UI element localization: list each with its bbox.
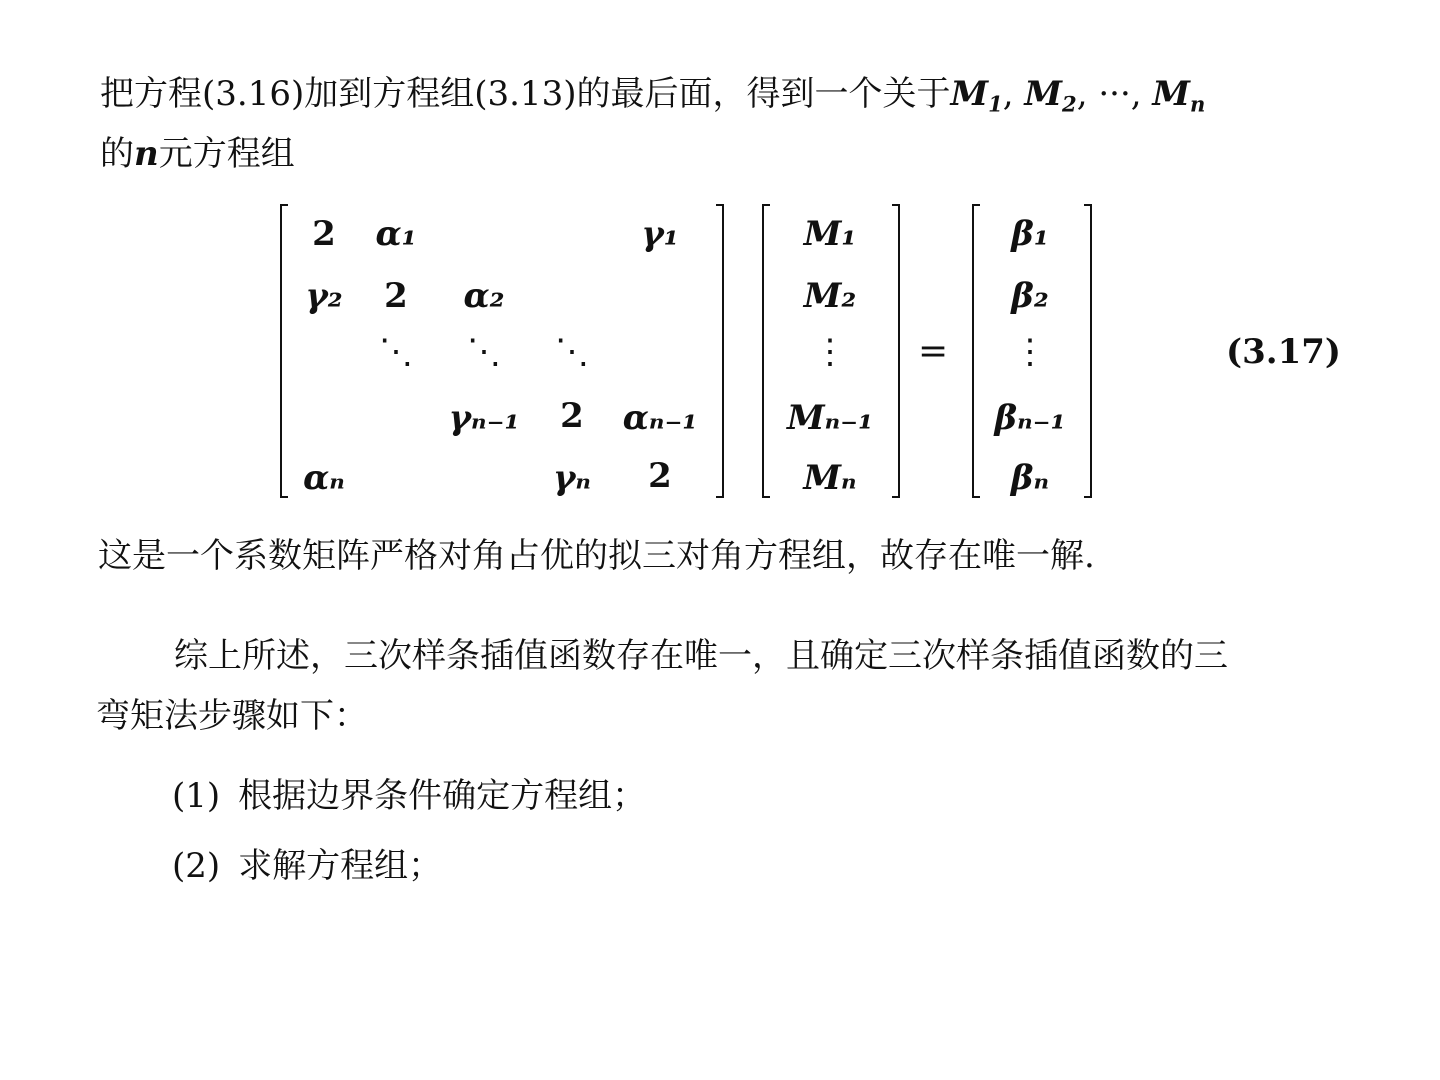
rhs-cell: β₂	[1011, 276, 1049, 316]
paragraph-3-line-2: 弯矩法步骤如下：	[96, 696, 368, 736]
step-item	[172, 776, 646, 816]
unknown-cell: M₁	[803, 214, 857, 254]
right-bracket	[716, 204, 724, 498]
step-number: (1)	[172, 776, 221, 816]
matrix-cell: 2	[384, 276, 408, 316]
matrix-dots: ⋱	[555, 332, 589, 372]
unknown-cell: M₂	[803, 276, 857, 316]
matrix-cell: 2	[648, 456, 672, 496]
right-bracket	[1084, 204, 1092, 498]
matrix-cell: 2	[312, 214, 336, 254]
math-m2: $M_2$	[1024, 74, 1077, 117]
paragraph-3-line-1: 综上所述，三次样条插值函数存在唯一，且确定三次样条插值函数的三	[174, 636, 1228, 676]
unknown-cell: Mₙ	[803, 458, 857, 498]
text-de: 的	[100, 134, 134, 174]
paragraph-2: 这是一个系数矩阵严格对角占优的拟三对角方程组，故存在唯一解.	[98, 536, 1095, 576]
text-system: 元方程组	[158, 134, 295, 174]
matrix-equation	[0, 200, 1440, 504]
unknown-vdots: ⋮	[813, 332, 847, 372]
step-number: (2)	[172, 846, 221, 886]
left-bracket	[280, 204, 288, 498]
matrix-cell: γₙ₋₁	[448, 398, 520, 438]
matrix-cell: 2	[560, 396, 584, 436]
matrix-dots: ⋱	[379, 332, 413, 372]
right-bracket	[892, 204, 900, 498]
rhs-vdots: ⋮	[1013, 332, 1047, 372]
matrix-cell: αₙ₋₁	[622, 398, 698, 438]
math-n: n	[134, 134, 159, 174]
paragraph-1-text: 把方程(3.16)加到方程组(3.13)的最后面，得到一个关于	[100, 74, 951, 114]
matrix-cell: αₙ	[303, 458, 345, 498]
unknown-cell: Mₙ₋₁	[786, 398, 874, 438]
step-item	[172, 846, 442, 886]
rhs-cell: βₙ	[1010, 458, 1050, 498]
equals-sign: =	[918, 331, 949, 372]
rhs-cell: β₁	[1011, 214, 1049, 254]
rhs-cell: βₙ₋₁	[994, 398, 1066, 438]
math-ellipsis: ···	[1098, 74, 1131, 114]
step-text: 求解方程组；	[238, 846, 443, 886]
left-bracket	[762, 204, 770, 498]
paragraph-1-line-2	[100, 134, 295, 174]
matrix-cell: α₁	[375, 214, 417, 254]
matrix-dots: ⋱	[467, 332, 501, 372]
matrix-cell: γ₁	[641, 214, 679, 254]
paragraph-1-line-1	[100, 74, 1206, 117]
math-mn: $M_n$	[1152, 74, 1206, 117]
math-m1: $M_1$	[950, 74, 1003, 117]
math-comma: ,	[1076, 74, 1088, 114]
math-comma: ,	[1130, 74, 1142, 114]
step-text: 根据边界条件确定方程组；	[238, 776, 647, 816]
equation-number: (3.17)	[1226, 332, 1341, 372]
matrix-cell: γ₂	[305, 276, 343, 316]
math-comma: ,	[1002, 74, 1014, 114]
left-bracket	[972, 204, 980, 498]
matrix-cell: α₂	[463, 276, 505, 316]
matrix-cell: γₙ	[552, 458, 592, 498]
